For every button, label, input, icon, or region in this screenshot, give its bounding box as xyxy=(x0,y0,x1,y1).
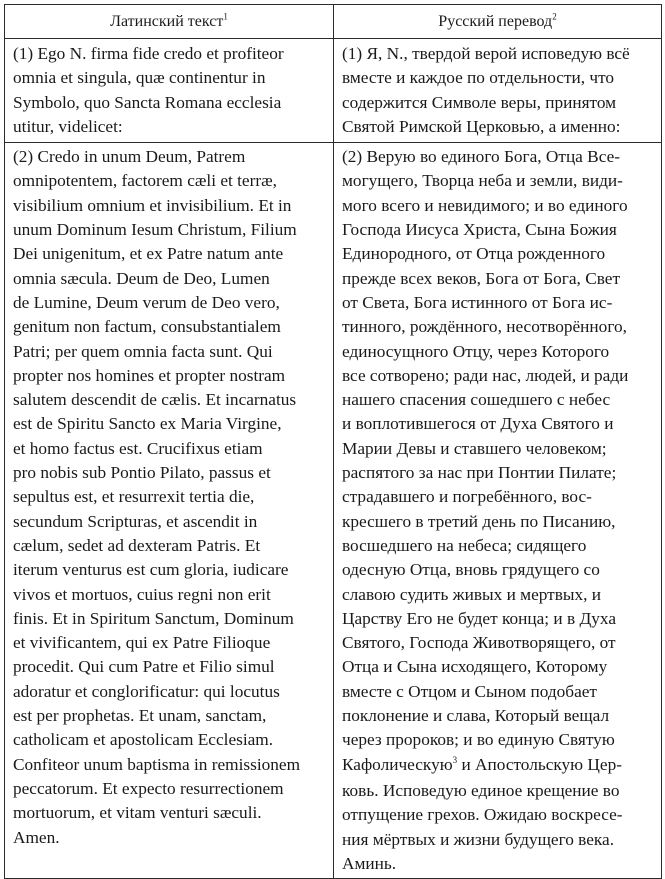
latin-cell-paragraph-1 xyxy=(5,39,334,143)
footnote-marker-2: 2 xyxy=(552,11,557,22)
russian-paragraph-2-text-b: и Апостольскую Цер- ковь. Исповедую единое крещение во отпущение грехов. Ожидаю воскресе- ния мёртвых и жизни будущего века. Аминь. xyxy=(342,754,623,873)
latin-cell-paragraph-2 xyxy=(5,143,334,879)
russian-paragraph-2 xyxy=(342,143,655,878)
russian-cell-paragraph-2 xyxy=(334,143,662,879)
latin-paragraph-2: (2) Credo in unum Deum, Patrem omnipotentem, factorem cæli et terræ, visibilium omnium et invisibilium. Et in unum Dominum Iesum Christum, Filium Dei unigenitum, et ex Patre natum ante omnia sæcula. Deum de Deo, Lumen de Lumine, Deum verum de Deo vero, genitum non factum, consubstantialem Patri; per quem omnia facta sunt. Qui propter nos homines et propter nostram salutem descendit de cælis. Et incarnatus est de Spiritu Sancto ex Maria Virgine, et homo factus est. Crucifixus etiam pro nobis sub Pontio Pilato, passus et sepultus est, et resurrexit tertia die, secundum Scripturas, et ascendit in cælum, sedet ad dexteram Patris. Et iterum venturus est cum gloria, iudicare vivos et mortuos, cuius regni non erit finis. Et in Spiritum Sanctum, Dominum et vivificantem, qui ex Patre Filioque procedit. Qui cum Patre et Filio simul adoratur et conglorificatur: qui locutus est per prophetas. Et unam, sanctam, catholicam et apostolicam Ecclesiam. Confiteor unum baptisma in remissionem peccatorum. Et expecto resurrectionem mortuorum, et vitam venturi sæculi. Amen. xyxy=(13,147,301,847)
table-row xyxy=(5,143,662,879)
russian-paragraph-1: (1) Я, N., твердой верой исповедую всё вместе и каждое по отдельности, что содержится Символе веры, принятом Святой Римской Церковью, а именно: xyxy=(342,44,630,136)
russian-cell-paragraph-1 xyxy=(334,39,662,143)
latin-column-header xyxy=(5,5,334,39)
footnote-marker-3: 3 xyxy=(452,754,458,765)
table-row xyxy=(5,39,662,143)
latin-column-title: Латинский текст xyxy=(110,12,224,30)
footnote-marker-1: 1 xyxy=(223,11,228,22)
russian-column-header xyxy=(334,5,662,39)
russian-paragraph-2-text-a: (2) Верую во единого Бога, Отца Все- могущего, Творца неба и земли, види- мого всего и невидимого; и во единого Господа Иисуса Христа, Сына Божия Единородного, от Отца рожденного прежде всех веков, Бога от Бога, Свет от Света, Бога истинного от Бога ис- тинного, рождённого, несотворённого, единосущного Отцу, через Которого все сотворено; ради нас, людей, и ради нашего спасения сошедшего с небес и воплотившегося от Духа Святого и Марии Девы и ставшего человеком; распятого за нас при Понтии Пилате; страдавшего и погребённого, вос- кресшего в третий день по Писанию, восшедшего на небеса; сидящего одесную Отца, вновь грядущего со славою судить живых и мертвых, и Царству Его не будет конца; и в Духа Святого, Господа Животворящего, от Отца и Сына исходящего, Которому вместе с Отцом и Сыном подобает поклонение и слава, Который вещал через пророков; и во единую Святую Кафолическую xyxy=(342,147,629,774)
parallel-text-table xyxy=(4,4,662,879)
table-header-row xyxy=(5,5,662,39)
latin-paragraph-1: (1) Ego N. firma fide credo et profiteor omnia et singula, quæ continentur in Symbolo, quo Sancta Romana ecclesia utitur, videlicet: xyxy=(13,44,284,136)
russian-column-title: Русский перевод xyxy=(438,12,553,30)
